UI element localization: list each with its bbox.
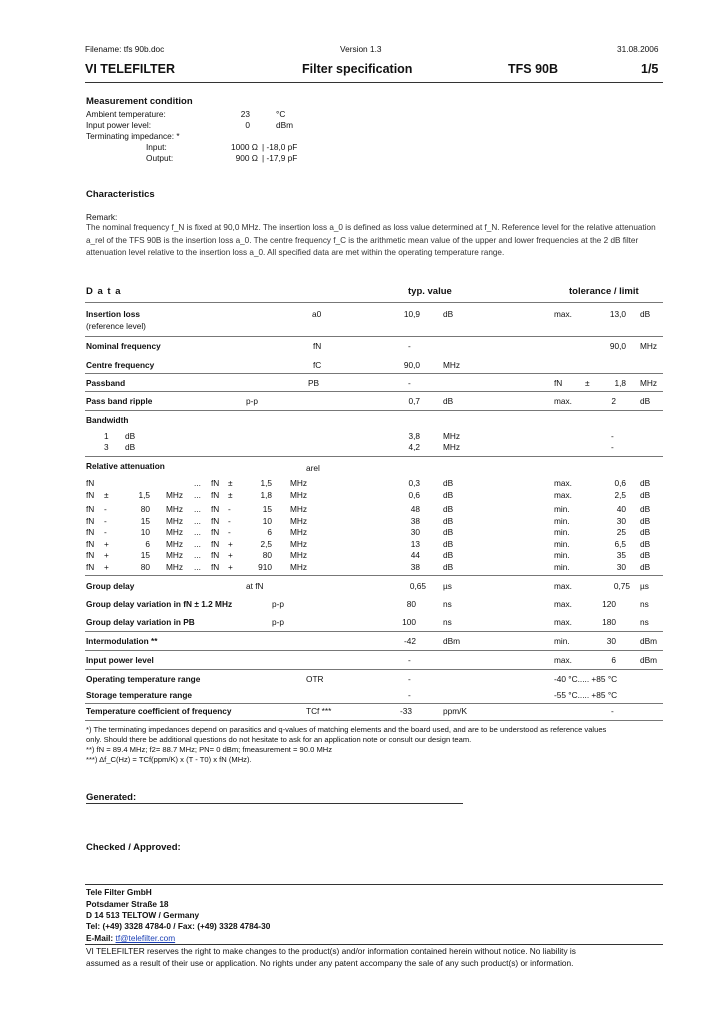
col-data: D a t a [86, 286, 122, 297]
page-number: 1/5 [641, 62, 659, 76]
output-imp-value: 900 Ω [235, 153, 258, 163]
relatt-row-b: fN [211, 515, 220, 526]
relatt-row-v1: 80 [140, 561, 150, 572]
relatt-row-unit: dB [443, 478, 454, 488]
relatt-row-s: - [104, 527, 107, 537]
relatt-row-s: - [104, 515, 107, 526]
insertion-sym: a0 [312, 309, 322, 319]
generated-signature-line [86, 803, 463, 804]
generated-label: Generated: [86, 792, 137, 803]
relatt-row-s2: + [228, 561, 233, 572]
gdvar2-lu: ns [640, 617, 649, 627]
relatt-row-typ: 48 [410, 504, 420, 514]
gdvar2-sym: p-p [272, 617, 284, 627]
relatt-row-a: fN [86, 515, 95, 526]
gdvar2-label: Group delay variation in PB [86, 617, 195, 627]
bw1-n: 1 [104, 431, 109, 441]
relatt-row-v1: 1,5 [138, 489, 150, 500]
passband-lim: 1,8 [614, 378, 626, 388]
bw3-lim: - [611, 442, 614, 452]
relatt-row-unit: dB [443, 561, 454, 572]
ripple-typ: 0,7 [408, 396, 420, 406]
relatt-row-u1: MHz [166, 550, 184, 560]
inpower-lim: 6 [611, 655, 616, 665]
remark-line-1: The nominal frequency f_N is fixed at 90,0 MHz. The insertion loss a_0 is defined as loss value determined at f_N. Reference level for the relative attenuation [86, 223, 656, 232]
disclaimer-line-2: assumed as a result of their use or application. No rights under any patent accompany the sale of any such product(s) or information. [86, 958, 574, 968]
part-number: TFS 90B [508, 62, 559, 76]
relatt-row-dots: ... [194, 538, 201, 549]
relatt-row-a: fN [86, 561, 95, 572]
filename: Filename: tfs 90b.doc [85, 44, 165, 54]
col-typ: typ. value [408, 286, 452, 297]
relatt-sym: arel [306, 463, 320, 473]
gdvar2-kind: max. [554, 617, 572, 627]
relatt-row-s2: + [228, 538, 233, 549]
relatt-row-dots: ... [194, 561, 201, 572]
email-link[interactable]: tf@telefilter.com [115, 933, 176, 943]
impedance-label: Terminating impedance: * [86, 131, 180, 141]
bw3-typ: 4,2 [408, 442, 420, 452]
gdvar1-sym: p-p [272, 599, 284, 609]
relatt-row-unit: dB [443, 527, 454, 537]
relatt-row-a: fN [86, 550, 95, 560]
gdvar2-lim: 180 [602, 617, 616, 627]
relatt-row-v2: 910 [258, 561, 272, 572]
nominal-lim-unit: MHz [640, 341, 658, 351]
sttemp-lim: -55 °C..... +85 °C [554, 690, 618, 700]
relatt-row-s: + [104, 561, 109, 572]
remark-line-3: attenuation level relative to the insertion loss a_0. All specified data are met within the operating temperature range. [86, 248, 505, 257]
rule [85, 703, 663, 704]
gdelay-unit: µs [443, 581, 452, 591]
sttemp-label: Storage temperature range [86, 690, 193, 700]
tcf-typ: -33 [400, 706, 412, 716]
relatt-row-s: + [104, 550, 109, 560]
relatt-row-lim: 35 [616, 550, 626, 560]
relatt-row-a: fN [86, 527, 95, 537]
brand: VI TELEFILTER [85, 62, 176, 76]
output-imp-label: Output: [146, 153, 174, 163]
bandwidth-label: Bandwidth [86, 415, 129, 425]
relatt-row-s2: - [228, 527, 231, 537]
relatt-row-u1: MHz [166, 538, 184, 549]
relatt-row-u1: MHz [166, 561, 184, 572]
power-value: 0 [245, 120, 250, 130]
doc-title: Filter specification [302, 62, 413, 76]
relatt-row-lu: dB [640, 527, 651, 537]
passband-sym: PB [308, 378, 320, 388]
relatt-row-u2: MHz [290, 515, 308, 526]
relatt-row-unit: dB [443, 538, 454, 549]
bw1-u: dB [125, 431, 136, 441]
passband-label: Passband [86, 378, 126, 388]
relatt-row-u2: MHz [290, 561, 308, 572]
relatt-row-v2: 2,5 [260, 538, 272, 549]
centre-unit: MHz [443, 360, 461, 370]
intermod-typ: -42 [404, 636, 416, 646]
relatt-row-typ: 44 [410, 550, 420, 560]
optemp-sym: OTR [306, 674, 324, 684]
ripple-unit: dB [443, 396, 454, 406]
gdvar1-typ: 80 [406, 599, 416, 609]
relatt-row-v2: 10 [262, 515, 272, 526]
relatt-row-b: fN [211, 478, 220, 488]
relatt-row-typ: 0,6 [408, 489, 420, 500]
gdelay-label: Group delay [86, 581, 135, 591]
footnote-2: **) fN = 89.4 MHz; f2= 88.7 MHz; PN= 0 dBm; fmeasurement = 90.0 MHz [86, 745, 333, 754]
company-name: Tele Filter GmbH [86, 887, 152, 897]
relatt-row-u2: MHz [290, 504, 308, 514]
relatt-row-kind: min. [554, 538, 570, 549]
relatt-row-kind: min. [554, 527, 570, 537]
relatt-row-v1: 15 [140, 550, 150, 560]
relatt-row-v1: 6 [145, 538, 150, 549]
relatt-row-dots: ... [194, 489, 201, 500]
inpower-label: Input power level [86, 655, 154, 665]
relatt-row-s: ± [104, 489, 109, 500]
relatt-row-lim: 25 [616, 527, 626, 537]
measurement-title: Measurement condition [86, 96, 193, 107]
relatt-row-v1: 10 [140, 527, 150, 537]
gdelay-lu: µs [640, 581, 649, 591]
insertion-typ: 10,9 [403, 309, 420, 319]
power-unit: dBm [276, 120, 294, 130]
rule [85, 650, 663, 651]
relatt-row-b: fN [211, 550, 220, 560]
rule [85, 720, 663, 721]
email-label: E-Mail: [86, 933, 114, 943]
relatt-row-unit: dB [443, 504, 454, 514]
intermod-label: Intermodulation ** [86, 636, 158, 646]
relatt-row-lim: 0,6 [614, 478, 626, 488]
relatt-row-lu: dB [640, 538, 651, 549]
relatt-row-unit: dB [443, 515, 454, 526]
gdvar1-kind: max. [554, 599, 572, 609]
passband-lim-unit: MHz [640, 378, 658, 388]
relatt-row-v1: 15 [140, 515, 150, 526]
relatt-row-v2: 1,5 [260, 478, 272, 488]
relatt-row-unit: dB [443, 550, 454, 560]
disclaimer-rule [85, 944, 663, 945]
optemp-label: Operating temperature range [86, 674, 201, 684]
relatt-row-kind: max. [554, 478, 572, 488]
inpower-typ: - [408, 655, 411, 665]
relatt-row-b: fN [211, 504, 220, 514]
rule [85, 410, 663, 411]
passband-lim-kind: fN [554, 378, 563, 388]
relatt-row-kind: min. [554, 550, 570, 560]
relatt-row-dots: ... [194, 550, 201, 560]
ambient-label: Ambient temperature: [86, 109, 166, 119]
relatt-row-lu: dB [640, 489, 651, 500]
ambient-unit: °C [276, 109, 286, 119]
relatt-row-lim: 30 [616, 561, 626, 572]
remark-title: Remark: [86, 212, 118, 222]
tcf-label: Temperature coefficient of frequency [86, 706, 232, 716]
bw1-lim: - [611, 431, 614, 441]
insertion-lim: 13,0 [609, 309, 626, 319]
footnote-1: *) The terminating impedances depend on parasitics and q-values of matching elements and the board used, and are to be understood as reference values [86, 725, 607, 734]
relatt-row-kind: max. [554, 489, 572, 500]
relatt-label: Relative attenuation [86, 461, 165, 471]
relatt-row-b: fN [211, 489, 220, 500]
insertion-unit: dB [443, 309, 454, 319]
optemp-typ: - [408, 674, 411, 684]
relatt-row-a: fN [86, 478, 95, 488]
relatt-row-u2: MHz [290, 478, 308, 488]
gdvar2-typ: 100 [402, 617, 416, 627]
relatt-row-lim: 6,5 [614, 538, 626, 549]
gdvar1-lim: 120 [602, 599, 616, 609]
relatt-row-u1: MHz [166, 527, 184, 537]
bw1-unit: MHz [443, 431, 461, 441]
rule [85, 391, 663, 392]
rule [85, 631, 663, 632]
relatt-row-u2: MHz [290, 550, 308, 560]
relatt-row-dots: ... [194, 515, 201, 526]
intermod-unit: dBm [443, 636, 461, 646]
relatt-row-dots: ... [194, 478, 201, 488]
bw1-typ: 3,8 [408, 431, 420, 441]
relatt-row-lu: dB [640, 561, 651, 572]
characteristics-title: Characteristics [86, 189, 155, 200]
relatt-row-lim: 40 [616, 504, 626, 514]
tcf-unit: ppm/K [443, 706, 467, 716]
relatt-row-lu: dB [640, 478, 651, 488]
gdvar1-lu: ns [640, 599, 649, 609]
gdelay-typ: 0,65 [409, 581, 426, 591]
gdvar1-label: Group delay variation in fN ± 1.2 MHz [86, 599, 233, 609]
relatt-row-v2: 1,8 [260, 489, 272, 500]
rule [85, 336, 663, 337]
remark-line-2: a_rel of the TFS 90B is the insertion loss a_0. The centre frequency f_C is the arithmetic mean value of the upper and lower frequencies at the 2 dB filter [86, 236, 639, 245]
relatt-row-lu: dB [640, 515, 651, 526]
checked-label: Checked / Approved: [86, 842, 181, 853]
intermod-lu: dBm [640, 636, 658, 646]
rule [85, 669, 663, 670]
relatt-row-lu: dB [640, 504, 651, 514]
intermod-kind: min. [554, 636, 570, 646]
bw3-unit: MHz [443, 442, 461, 452]
ripple-sym: p-p [246, 396, 258, 406]
relatt-row-lu: dB [640, 550, 651, 560]
company-tel: Tel: (+49) 3328 4784-0 / Fax: (+49) 3328 4784-30 [86, 921, 271, 931]
version: Version 1.3 [340, 44, 382, 54]
relatt-row-a: fN [86, 489, 95, 500]
rule [85, 575, 663, 576]
intermod-lim: 30 [606, 636, 616, 646]
relatt-row-b: fN [211, 561, 220, 572]
relatt-row-typ: 0,3 [408, 478, 420, 488]
tcf-sym: TCf *** [306, 706, 332, 716]
relatt-row-lim: 30 [616, 515, 626, 526]
relatt-row-s2: - [228, 504, 231, 514]
inpower-lu: dBm [640, 655, 658, 665]
nominal-lim: 90,0 [609, 341, 626, 351]
ripple-lim-unit: dB [640, 396, 651, 406]
nominal-typ: - [408, 341, 411, 351]
relatt-row-u2: MHz [290, 527, 308, 537]
tcf-lim: - [611, 706, 614, 716]
optemp-lim: -40 °C..... +85 °C [554, 674, 618, 684]
input-imp-value: 1000 Ω [231, 142, 258, 152]
passband-pm: ± [585, 378, 590, 388]
relatt-row-v2: 6 [267, 527, 272, 537]
nominal-label: Nominal frequency [86, 341, 161, 351]
ripple-label: Pass band ripple [86, 396, 153, 406]
passband-typ: - [408, 378, 411, 388]
ripple-lim-kind: max. [554, 396, 572, 406]
gdelay-lim: 0,75 [613, 581, 630, 591]
inpower-kind: max. [554, 655, 572, 665]
relatt-row-u1: MHz [166, 489, 184, 500]
input-imp-cap: | -18,0 pF [262, 142, 298, 152]
relatt-row-dots: ... [194, 527, 201, 537]
ambient-value: 23 [240, 109, 250, 119]
relatt-row-u2: MHz [290, 538, 308, 549]
bw3-u: dB [125, 442, 136, 452]
date: 31.08.2006 [617, 44, 659, 54]
relatt-row-s2: - [228, 515, 231, 526]
centre-sym: fC [313, 360, 322, 370]
relatt-row-s2: ± [228, 478, 233, 488]
relatt-row-lim: 2,5 [614, 489, 626, 500]
footnote-1b: only. Should there be additional questions do not hesitate to ask for an application note or consult our design team. [86, 735, 472, 744]
insertion-sub: (reference level) [86, 321, 146, 331]
rule [85, 373, 663, 374]
insertion-lim-unit: dB [640, 309, 651, 319]
relatt-row-unit: dB [443, 489, 454, 500]
relatt-row-s2: ± [228, 489, 233, 500]
ripple-lim: 2 [611, 396, 616, 406]
relatt-row-typ: 38 [410, 515, 420, 526]
relatt-row-u2: MHz [290, 489, 308, 500]
gdelay-sym: at fN [246, 581, 264, 591]
centre-typ: 90,0 [403, 360, 420, 370]
relatt-row-kind: min. [554, 561, 570, 572]
relatt-row-v2: 15 [262, 504, 272, 514]
header-rule [85, 82, 663, 83]
output-imp-cap: | -17,9 pF [262, 153, 298, 163]
power-label: Input power level: [86, 120, 152, 130]
gdvar2-unit: ns [443, 617, 452, 627]
relatt-row-b: fN [211, 538, 220, 549]
insertion-label: Insertion loss [86, 309, 140, 319]
insertion-lim-kind: max. [554, 309, 572, 319]
relatt-row-kind: min. [554, 515, 570, 526]
input-imp-label: Input: [146, 142, 167, 152]
col-tol: tolerance / limit [569, 286, 639, 297]
relatt-row-u1: MHz [166, 515, 184, 526]
company-city: D 14 513 TELTOW / Germany [86, 910, 200, 920]
relatt-row-b: fN [211, 527, 220, 537]
relatt-row-typ: 30 [410, 527, 420, 537]
relatt-row-a: fN [86, 504, 95, 514]
centre-label: Centre frequency [86, 360, 155, 370]
rule [85, 302, 663, 303]
nominal-sym: fN [313, 341, 322, 351]
relatt-row-typ: 38 [410, 561, 420, 572]
company-street: Potsdamer Straße 18 [86, 899, 169, 909]
relatt-row-a: fN [86, 538, 95, 549]
relatt-row-kind: min. [554, 504, 570, 514]
gdvar1-unit: ns [443, 599, 452, 609]
relatt-row-s2: + [228, 550, 233, 560]
footnote-3: ***) Δf_C(Hz) = TCf(ppm/K) x (T - T0) x fN (MHz). [86, 755, 252, 764]
relatt-row-s: + [104, 538, 109, 549]
bw3-n: 3 [104, 442, 109, 452]
disclaimer-line-1: VI TELEFILTER reserves the right to make changes to the product(s) and/or information contained herein without notice. No liability is [86, 946, 576, 956]
sttemp-typ: - [408, 690, 411, 700]
relatt-row-u1: MHz [166, 504, 184, 514]
relatt-row-v2: 80 [262, 550, 272, 560]
relatt-row-s: - [104, 504, 107, 514]
gdelay-kind: max. [554, 581, 572, 591]
relatt-row-v1: 80 [140, 504, 150, 514]
relatt-row-typ: 13 [410, 538, 420, 549]
footer-rule [85, 884, 663, 885]
rule [85, 456, 663, 457]
relatt-row-dots: ... [194, 504, 201, 514]
